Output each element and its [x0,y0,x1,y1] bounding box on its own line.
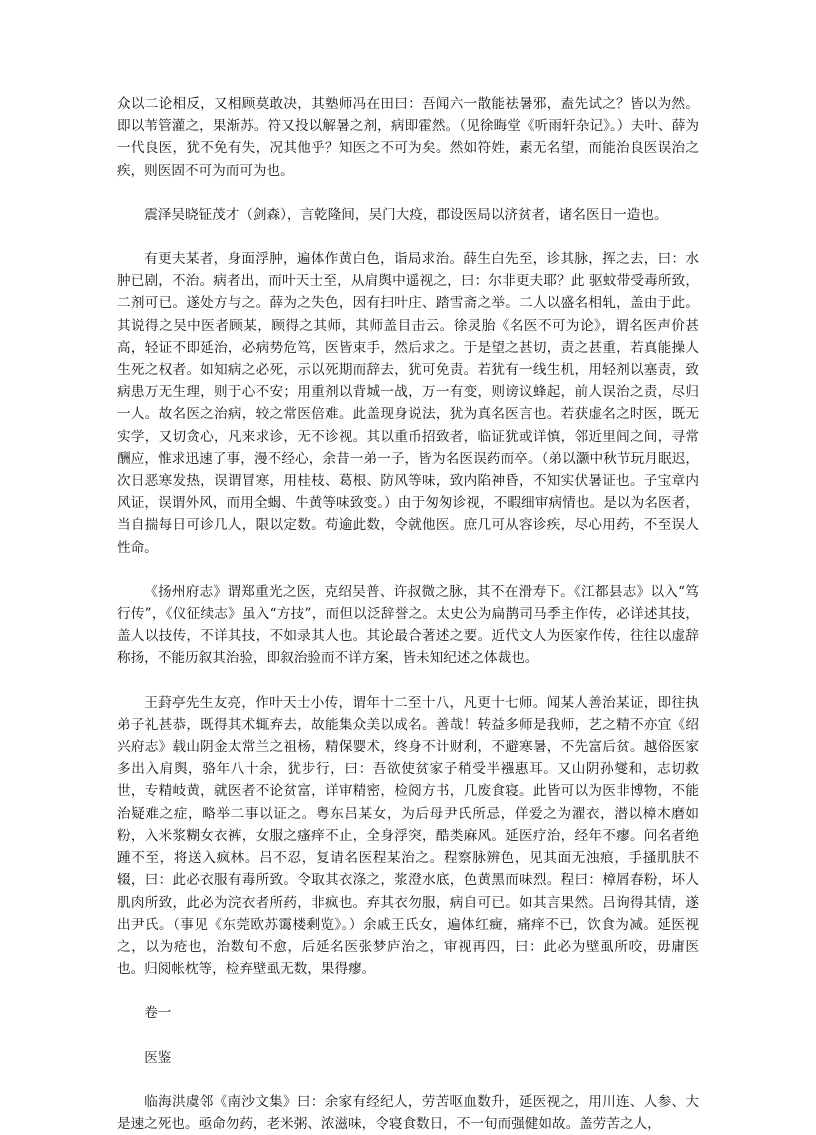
paragraph-spacer [117,670,699,692]
paragraph-spacer [117,559,699,581]
paragraph-spacer [117,1069,699,1091]
document-page [117,93,699,1135]
volume-heading: 卷一 [144,1005,172,1022]
paragraph-4: 《扬州府志》谓郑重光之医，克绍吴普、许叔微之脉，其不在滑寿下。《江都县志》以入“笃行传”，《仪征续志》虽入“方技”，而但以泛辞誉之。太史公为扁鹊司马季主作传，必详述其技，盖人以技传，不详其技，不如录其人也。其论最合著述之要。近代文人为医家作传，往往以虚辞称扬，不能历叙其治验，即叙治验而不详方案，皆未知纪述之体裁也。 [117,583,699,667]
paragraph-3: 有更夫某者，身面浮肿，遍体作黄白色，诣局求治。薛生白先至，诊其脉，挥之去，曰：水肿已剧，不治。病者出，而叶天士至，从肩舆中遥视之，曰：尔非更夫耶？此 驱蚊带受毒所致，二剂可已。遂处方与之。薛为之失色，因有扫叶庄、踏雪斋之举。二人以盛名相轧，盖由于此。其说得之吴中医者顾某，顾得之其师，其师盖目击云。徐灵胎《名医不可为论》，谓名医声价甚高，轻证不即延治，必病势危笃，医皆束手，然后求之。于是望之甚切，责之甚重，若真能操人生死之权者。如知病之必死，示以死期而辞去，犹可免责。若犹有一线生机，用轻剂以塞责，致病患万无生理，则于心不安；用重剂以背城一战，万一有变，则谤议蜂起，前人误治之责，尽归一人。故名医之治病，较之常医倍难。此盖现身说法，犹为真名医言也。若获虚名之时医，既无实学，又切贪心，凡来求诊，无不诊视。其以重币招致者，临证犹或详慎，邻近里闾之间，寻常酬应，惟求迅速了事，漫不经心，余昔一弟一子，皆为名医误药而卒。（弟以灏中秋节玩月眠迟，次日恶寒发热，误谓冒寒，用桂枝、葛根、防风等味，致内陷神昏，不知实伏暑证也。子宝章内风证，误谓外风，而用全蝎、牛黄等味致变。）由于匆匆诊视，不暇细审病情也。是以为名医者，当自揣每日可诊几人，限以定数。苟逾此数，令就他医。庶几可从容诊疾，尽心用药，不至误人性命。 [117,251,699,556]
paragraph-2: 震泽吴晓钲茂才（剑森），言乾隆间，吴门大疫，郡设医局以济贫者，诸名医日一造也。 [144,206,668,223]
paragraph-5: 王葑亭先生友亮，作叶天士小传，谓年十二至十八，凡更十七师。闻某人善治某证，即往执弟子礼甚恭，既得其术辄弃去，故能集众美以成名。善哉！转益多师是我师，艺之精不亦宜《绍兴府志》载山阴金太常兰之祖杨，精保婴术，终身不计财利，不避寒暑，不先富后贫。越俗医家多出入肩舆，骆年八十余，犹步行，曰：吾欲使贫家子稍受半襁惠耳。又山阴孙燮和，志切救世，专精岐黄，就医者不论贫富，详审精密，检阅方书，几废食寝。此皆可以为医非博物，不能治疑难之症，略举二事以证之。粤东吕某女，为后母尹氏所忌，佯爱之为濯衣，潜以樟木磨如粉，入米浆糊女衣裤，女服之瘙痒不止，全身浮突，酷类麻风。延医疗治，经年不瘳。问名者绝踵不至，将送入疯林。吕不忍，复请名医程某治之。程察脉辨色，见其面无浊痕，手搔肌肤不辍，曰：此必衣服有毒所致。令取其衣涤之，浆澄水底，色黄黑而味烈。程曰：樟屑春粉，坏人肌肉所致，此必为浣衣者所药，非疯也。弃其衣勿服，病自可已。如其言果然。吕询得其情，遂出尹氏。（事见《东莞欧苏霭楼剩览》。）余戚王氏女，遍体红癍，痛痒不已，饮食为减。延医视之，以为疮也，治数旬不愈，后延名医张梦庐治之，审视再四，曰：此必为壁虱所咬，毋庸医也。归阅帐枕等，检弃壁虱无数，果得瘳。 [117,694,699,978]
paragraph-1: 众以二论相反，又相顾莫敢决，其塾师冯在田曰：吾闻六一散能祛暑邪，盍先试之？皆以为然。即以苇管灌之，果渐苏。符又投以解暑之剂，病即霍然。（见徐晦堂《听雨轩杂记》。）夫叶、薛为一代良医，犹不免有失，况其他乎？知医之不可为矣。然如符姓，素无名望，而能治良医误治之疾，则医固不可为而可为也。 [117,96,699,179]
paragraph-spacer [117,226,699,248]
paragraph-spacer [117,980,699,1002]
paragraph-6: 临海洪虞邻《南沙文集》曰：余家有经纪人，劳苦呕血数升，延医视之，用川连、人参、大是速之死也。亟命勿药，老米粥、浓滋味，令寝食数日，不一旬而强健如故。盖劳苦之人， [117,1093,699,1132]
paragraph-spacer [117,182,699,204]
paragraph-spacer [117,1025,699,1047]
section-heading: 医鉴 [144,1049,172,1066]
